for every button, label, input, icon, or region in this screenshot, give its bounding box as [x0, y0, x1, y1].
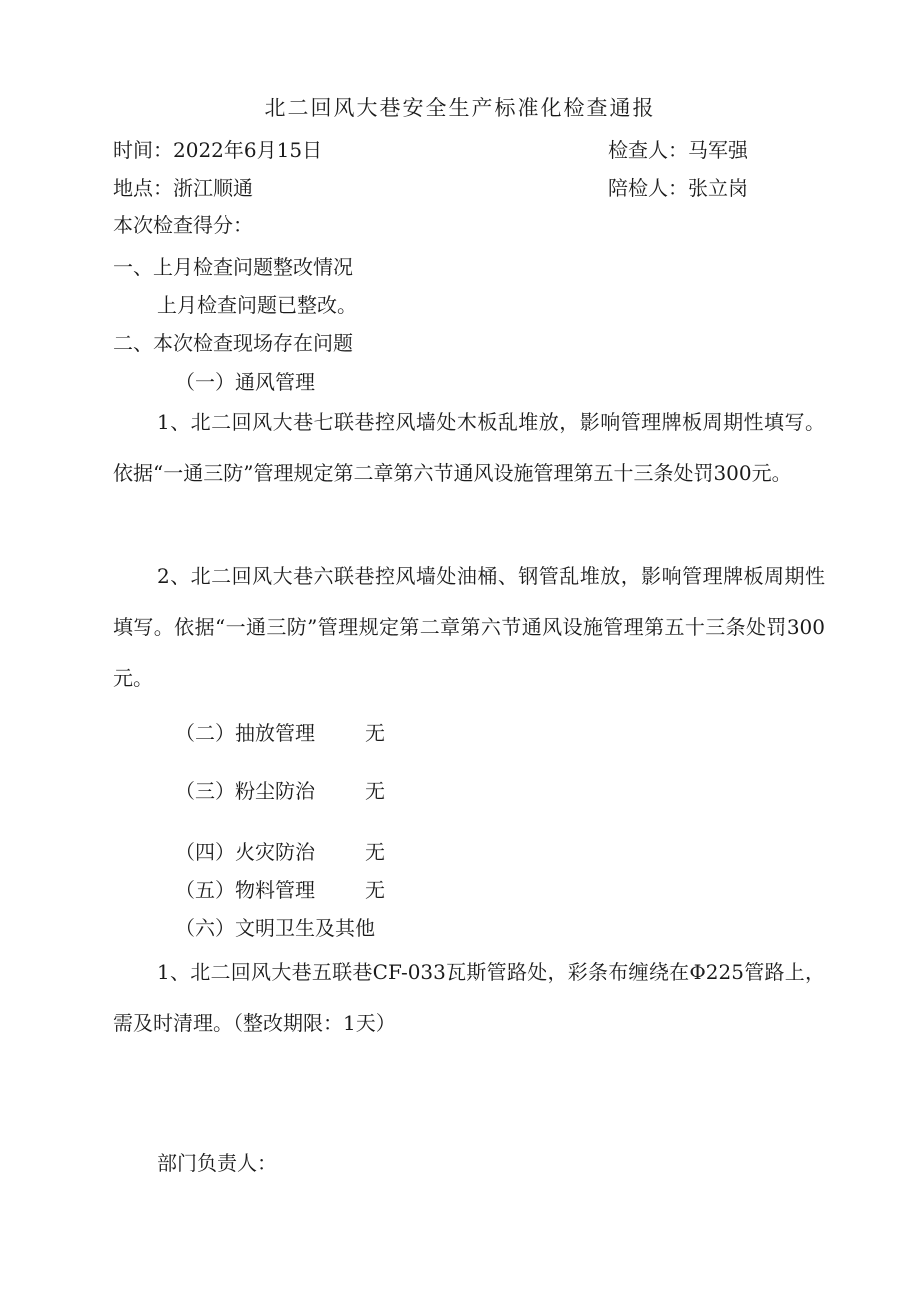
- document-title: 北二回风大巷安全生产标准化检查通报: [264, 96, 656, 120]
- issue-item-2: 2、北二回风大巷六联巷控风墙处油桶、钢管乱堆放，影响管理牌板周期性填写。依据“一通三防”管理规定第二章第六节通风设施管理第五十三条处罚300元。: [113, 564, 825, 690]
- companion-inspector: 陪检人：张立岗: [608, 176, 748, 200]
- subsection-label: （五）物料管理: [175, 878, 315, 902]
- inspection-time: 时间：2022年6月15日: [113, 138, 323, 162]
- subsection-dust-control: [175, 775, 385, 804]
- subsection-value: 无: [365, 779, 385, 803]
- subsection-gas-drainage: [175, 717, 385, 746]
- issue-item-3: 1、北二回风大巷五联巷CF-033瓦斯管路处，彩条布缠绕在Φ225管路上，需及时清理。（整改期限：1天）: [113, 960, 825, 1035]
- subsection-fire-prevention: [175, 836, 385, 865]
- inspection-location: 地点：浙江顺通: [113, 176, 253, 200]
- section1-body: 上月检查问题已整改。: [157, 293, 357, 317]
- subsection-material-management: [175, 874, 385, 903]
- department-head: 部门负责人：: [157, 1151, 277, 1175]
- subsection-label: （二）抽放管理: [175, 721, 315, 745]
- inspector: 检查人：马军强: [608, 138, 748, 162]
- subsection-value: 无: [365, 878, 385, 902]
- section2-heading: 二、本次检查现场存在问题: [113, 331, 353, 355]
- subsection-hygiene-other: （六）文明卫生及其他: [175, 916, 375, 940]
- inspection-score: 本次检查得分：: [113, 213, 253, 237]
- subsection-label: （三）粉尘防治: [175, 779, 315, 803]
- subsection-ventilation: （一）通风管理: [175, 370, 315, 394]
- subsection-value: 无: [365, 840, 385, 864]
- subsection-value: 无: [365, 721, 385, 745]
- issue-item-1: 1、北二回风大巷七联巷控风墙处木板乱堆放，影响管理牌板周期性填写。依据“一通三防”管理规定第二章第六节通风设施管理第五十三条处罚300元。: [113, 410, 825, 485]
- section1-heading: 一、上月检查问题整改情况: [113, 255, 353, 279]
- subsection-label: （四）火灾防治: [175, 840, 315, 864]
